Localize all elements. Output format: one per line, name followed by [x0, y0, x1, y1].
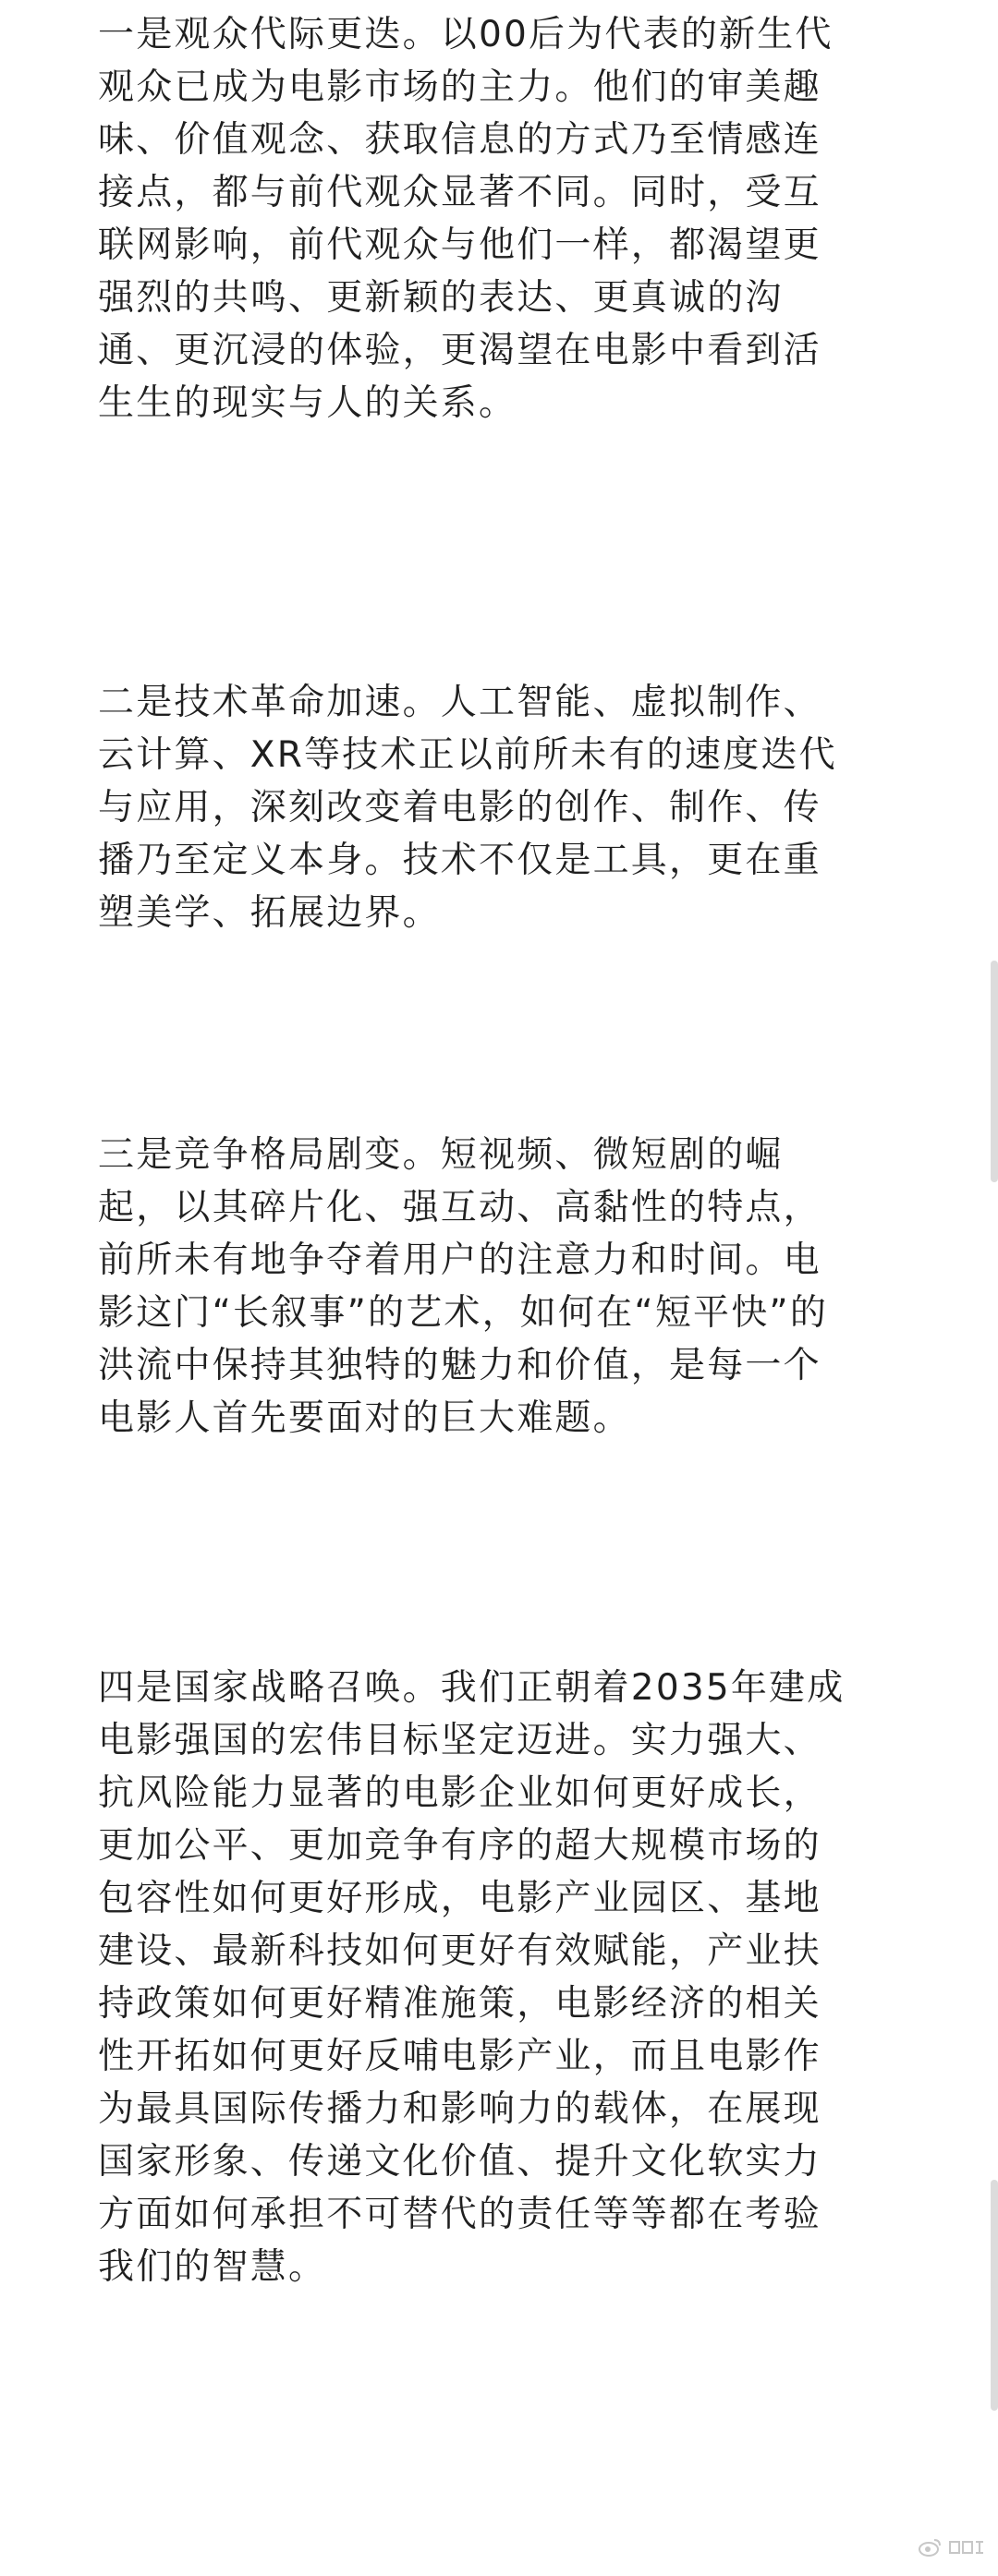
text-line: 塑美学、拓展边界。	[98, 892, 441, 934]
weibo-watermark-icon	[911, 2534, 985, 2561]
scrollbar-thumb-upper[interactable]	[991, 961, 998, 1182]
text-line: 更加公平、更加竞争有序的超大规模市场的	[98, 1825, 822, 1867]
text-line: 起，以其碎片化、强互动、高黏性的特点，	[98, 1187, 822, 1228]
text-line: 味、价值观念、获取信息的方式乃至情感连	[98, 119, 822, 161]
text-line: 通、更沉浸的体验，更渴望在电影中看到活	[98, 330, 822, 371]
text-line: 二是技术革命加速。人工智能、虚拟制作、	[98, 682, 822, 723]
text-line: 生生的现实与人的关系。	[98, 382, 517, 424]
watermark-eye-icon	[919, 2537, 943, 2558]
text-line: 持政策如何更好精准施策，电影经济的相关	[98, 1983, 822, 2025]
text-line: 我们的智慧。	[98, 2246, 327, 2288]
text-line: 性开拓如何更好反哺电影产业，而且电影作	[98, 2036, 822, 2077]
paragraph-audience-shift	[98, 8, 911, 429]
scrollbar-thumb-lower[interactable]	[991, 2180, 998, 2411]
paragraph-tech-revolution	[98, 676, 911, 939]
text-line: 一是观众代际更迭。以00后为代表的新生代	[98, 14, 834, 55]
text-line: 抗风险能力显著的电影企业如何更好成长，	[98, 1772, 822, 1814]
watermark-text-icon	[948, 2537, 985, 2558]
text-line: 播乃至定义本身。技术不仅是工具，更在重	[98, 840, 822, 881]
text-line: 接点，都与前代观众显著不同。同时，受互	[98, 172, 822, 213]
text-line: 前所未有地争夺着用户的注意力和时间。电	[98, 1240, 822, 1281]
text-line: 观众已成为电影市场的主力。他们的审美趣	[98, 67, 822, 108]
paragraph-competition-shift	[98, 1129, 911, 1445]
text-line: 联网影响，前代观众与他们一样，都渴望更	[98, 224, 822, 266]
text-line: 电影强国的宏伟目标坚定迈进。实力强大、	[98, 1720, 822, 1761]
text-line: 建设、最新科技如何更好有效赋能，产业扶	[98, 1930, 822, 1972]
text-line: 电影人首先要面对的巨大难题。	[98, 1397, 631, 1439]
text-line: 影这门“长叙事”的艺术，如何在“短平快”的	[98, 1292, 829, 1334]
text-line: 方面如何承担不可替代的责任等等都在考验	[98, 2194, 822, 2235]
text-line: 云计算、XR等技术正以前所未有的速度迭代	[98, 734, 837, 776]
text-line: 为最具国际传播力和影响力的载体，在展现	[98, 2088, 822, 2130]
text-line: 四是国家战略召唤。我们正朝着2035年建成	[98, 1667, 846, 1709]
text-line: 包容性如何更好形成，电影产业园区、基地	[98, 1878, 822, 1919]
text-line: 三是竞争格局剧变。短视频、微短剧的崛	[98, 1134, 784, 1176]
text-line: 国家形象、传递文化价值、提升文化软实力	[98, 2141, 822, 2183]
text-line: 洪流中保持其独特的魅力和价值，是每一个	[98, 1345, 822, 1386]
text-line: 与应用，深刻改变着电影的创作、制作、传	[98, 787, 822, 828]
text-line: 强烈的共鸣、更新颖的表达、更真诚的沟	[98, 277, 784, 319]
paragraph-national-strategy	[98, 1662, 911, 2293]
